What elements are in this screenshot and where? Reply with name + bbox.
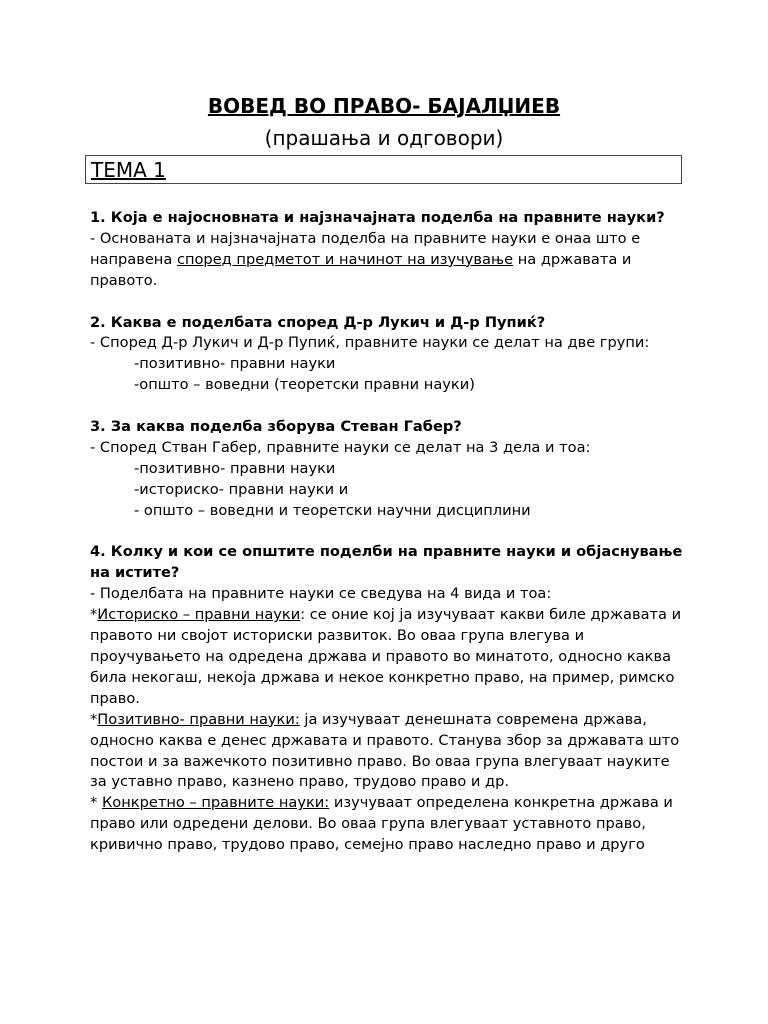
answer-4-paragraph-concrete <box>90 793 690 856</box>
term-concrete: Конкретно – правните науки: <box>101 794 330 812</box>
answer-4-paragraph-positive <box>90 710 690 794</box>
answer-1-text: - Основаната и најзначајната поделба на правните науки е онаа што е направена <box>90 229 641 268</box>
bullet-star: * <box>90 606 98 624</box>
question-1: 1. Која е најосновната и најзначајната поделба на правните науки? <box>90 209 665 226</box>
answer-1-underlined: според предметот и начинот на изучување <box>176 250 514 268</box>
spacer <box>90 522 690 543</box>
answer-1-text-end: на државата и правото. <box>90 250 632 289</box>
document-title: ВОВЕД ВО ПРАВО- БАЈАЛЏИЕВ <box>207 94 561 118</box>
paragraph-text: ја изучуваат денешната современа држава, односно каква е денес државата и правото. Станува збор за државата што постои и за важечкото позитивно право. Во оваа група влегуваат науките за уставно право, казнено право, трудово право и др. <box>90 710 680 791</box>
answer-4-intro: - Поделбата на правните науки се сведува на 4 вида и тоа: <box>90 585 552 603</box>
answer-4-paragraph-historical <box>90 605 690 710</box>
answer-2: - Според Д-р Лукич и Д-р Пупиќ, правните науки се делат на две групи: <box>90 334 650 352</box>
tema-heading: ТЕМА 1 <box>91 158 166 182</box>
document-body <box>90 208 690 856</box>
question-2: 2. Каква е поделбата според Д-р Лукич и Д-р Пупиќ? <box>90 313 546 331</box>
document-subtitle: (прашања и одговори) <box>264 126 504 150</box>
answer-2-item: -општо – воведни (теоретски правни науки) <box>134 376 475 394</box>
paragraph-text: изучуваат определена конкретна држава и право или одредени делови. Во оваа група влегуваат уставното право, кривично право, трудово право, семејно право наследно право и друго <box>90 794 673 854</box>
paragraph-text: : се оние кој ја изучуваат какви биле државата и правото ни својот историски развиток. Во оваа група влегува и проучувањето на одредена држава и правото во минатото, односно каква била некогаш, некоја држава и некое конкретно право, на пример, римско право. <box>90 606 682 707</box>
bullet-star: * <box>90 710 98 728</box>
bullet-star: * <box>90 794 102 812</box>
answer-3-item: - општо – воведни и теоретски научни дисциплини <box>134 501 531 519</box>
answer-1 <box>90 229 690 292</box>
spacer <box>90 396 690 417</box>
answer-2-item: -позитивно- правни науки <box>134 355 336 373</box>
term-historical: Историско – правни науки <box>97 606 301 624</box>
question-4: 4. Колку и кои се општите поделби на правните науки и објаснување на истите? <box>90 543 683 582</box>
spacer <box>90 292 690 313</box>
answer-3: - Според Стван Габер, правните науки се делат на 3 дела и тоа: <box>90 438 591 456</box>
term-positive: Позитивно- правни науки: <box>97 710 300 728</box>
answer-3-item: -позитивно- правни науки <box>134 459 336 477</box>
tema-heading-box <box>85 155 682 184</box>
answer-3-item: -историско- правни науки и <box>134 480 349 498</box>
question-3: 3. За каква поделба зборува Стеван Габер? <box>90 418 462 436</box>
